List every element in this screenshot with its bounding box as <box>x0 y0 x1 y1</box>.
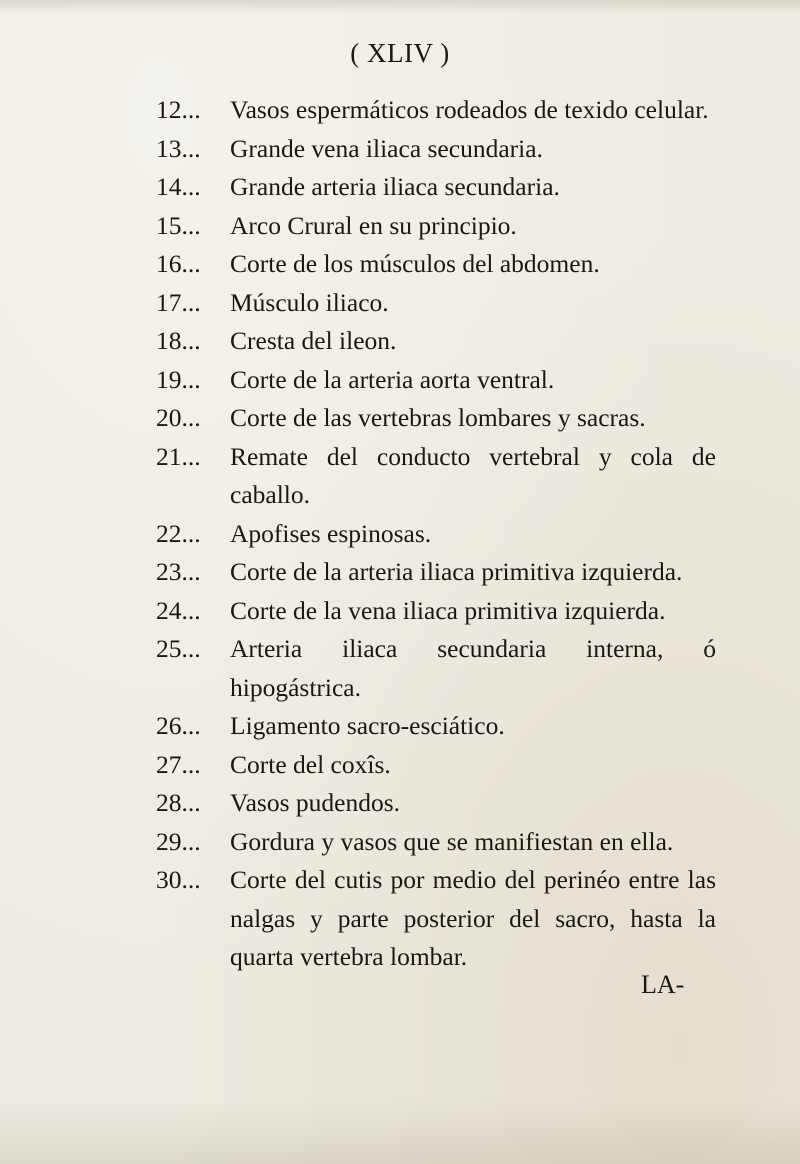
legend-entry-24 <box>156 592 716 631</box>
entry-text: Grande vena iliaca secundaria. <box>230 133 543 163</box>
entry-text: Corte de la arteria aorta ventral. <box>230 364 555 394</box>
entry-text: Cresta del ileon. <box>230 326 397 355</box>
entry-number: 24... <box>156 595 201 625</box>
entry-number: 14... <box>156 172 201 201</box>
entry-number: 18... <box>156 326 201 355</box>
entry-text: Arco Crural en su principio. <box>230 210 517 240</box>
entry-number: 13... <box>156 133 201 163</box>
entry-number: 15... <box>156 210 201 240</box>
entry-number: 30... <box>156 865 201 894</box>
page-bottom-edge <box>0 1100 800 1164</box>
entry-number: 28... <box>156 788 201 817</box>
entry-number: 29... <box>156 826 201 856</box>
legend-entry-15 <box>156 207 716 246</box>
entry-text: Vasos pudendos. <box>230 788 400 817</box>
entry-text: Apofises espinosas. <box>230 518 432 548</box>
entry-text: Gordura y vasos que se manifiestan en ella. <box>230 826 674 856</box>
entry-number: 23... <box>156 557 201 586</box>
legend-entry-17 <box>156 284 716 323</box>
legend-entry-14 <box>156 168 716 207</box>
entry-number: 17... <box>156 287 201 317</box>
legend-entry-28 <box>156 784 716 823</box>
entry-text: Corte de la arteria iliaca primitiva izquierda. <box>230 557 683 586</box>
catchword: LA- <box>641 970 685 999</box>
entry-number: 19... <box>156 364 201 394</box>
legend-entry-20 <box>156 399 716 438</box>
legend-entry-26 <box>156 707 716 746</box>
legend-entry-12 <box>156 91 716 130</box>
entry-number: 22... <box>156 518 201 548</box>
legend-entry-19 <box>156 361 716 400</box>
legend-entry-16 <box>156 245 716 284</box>
entry-number: 25... <box>156 634 201 663</box>
legend-entry-21 <box>156 438 716 515</box>
entry-text: Corte del cutis por medio del perinéo entre las nalgas y parte posterior del sacro, hasta la quarta vertebra lombar. <box>230 865 716 971</box>
entry-text: Corte de la vena iliaca primitiva izquierda. <box>230 595 666 625</box>
entry-number: 21... <box>156 441 201 471</box>
entry-text: Vasos espermáticos rodeados de texido celular. <box>230 95 709 124</box>
entry-text: Corte de las vertebras lombares y sacras. <box>230 403 646 432</box>
entry-text: Ligamento sacro-esciático. <box>230 711 505 740</box>
legend-entry-18 <box>156 322 716 361</box>
legend-entry-30 <box>156 861 716 977</box>
legend-entry-27 <box>156 746 716 785</box>
entry-number: 16... <box>156 249 201 278</box>
entry-number: 20... <box>156 403 201 432</box>
legend-entry-22 <box>156 515 716 554</box>
legend-list <box>156 91 716 977</box>
page-top-edge <box>0 0 800 14</box>
legend-entry-13 <box>156 130 716 169</box>
entry-text: Arteria iliaca secundaria interna, ó hipogástrica. <box>230 634 716 702</box>
entry-number: 27... <box>156 749 201 779</box>
entry-text: Corte de los músculos del abdomen. <box>230 249 600 278</box>
page-header: ( XLIV ) <box>350 38 450 68</box>
entry-text: Corte del coxîs. <box>230 749 391 779</box>
entry-text: Músculo iliaco. <box>230 287 389 317</box>
entry-text: Grande arteria iliaca secundaria. <box>230 172 560 201</box>
legend-entry-25 <box>156 630 716 707</box>
legend-entry-29 <box>156 823 716 862</box>
entry-number: 26... <box>156 711 201 740</box>
entry-text: Remate del conducto vertebral y cola de caballo. <box>230 441 716 509</box>
legend-entry-23 <box>156 553 716 592</box>
entry-number: 12... <box>156 95 201 124</box>
